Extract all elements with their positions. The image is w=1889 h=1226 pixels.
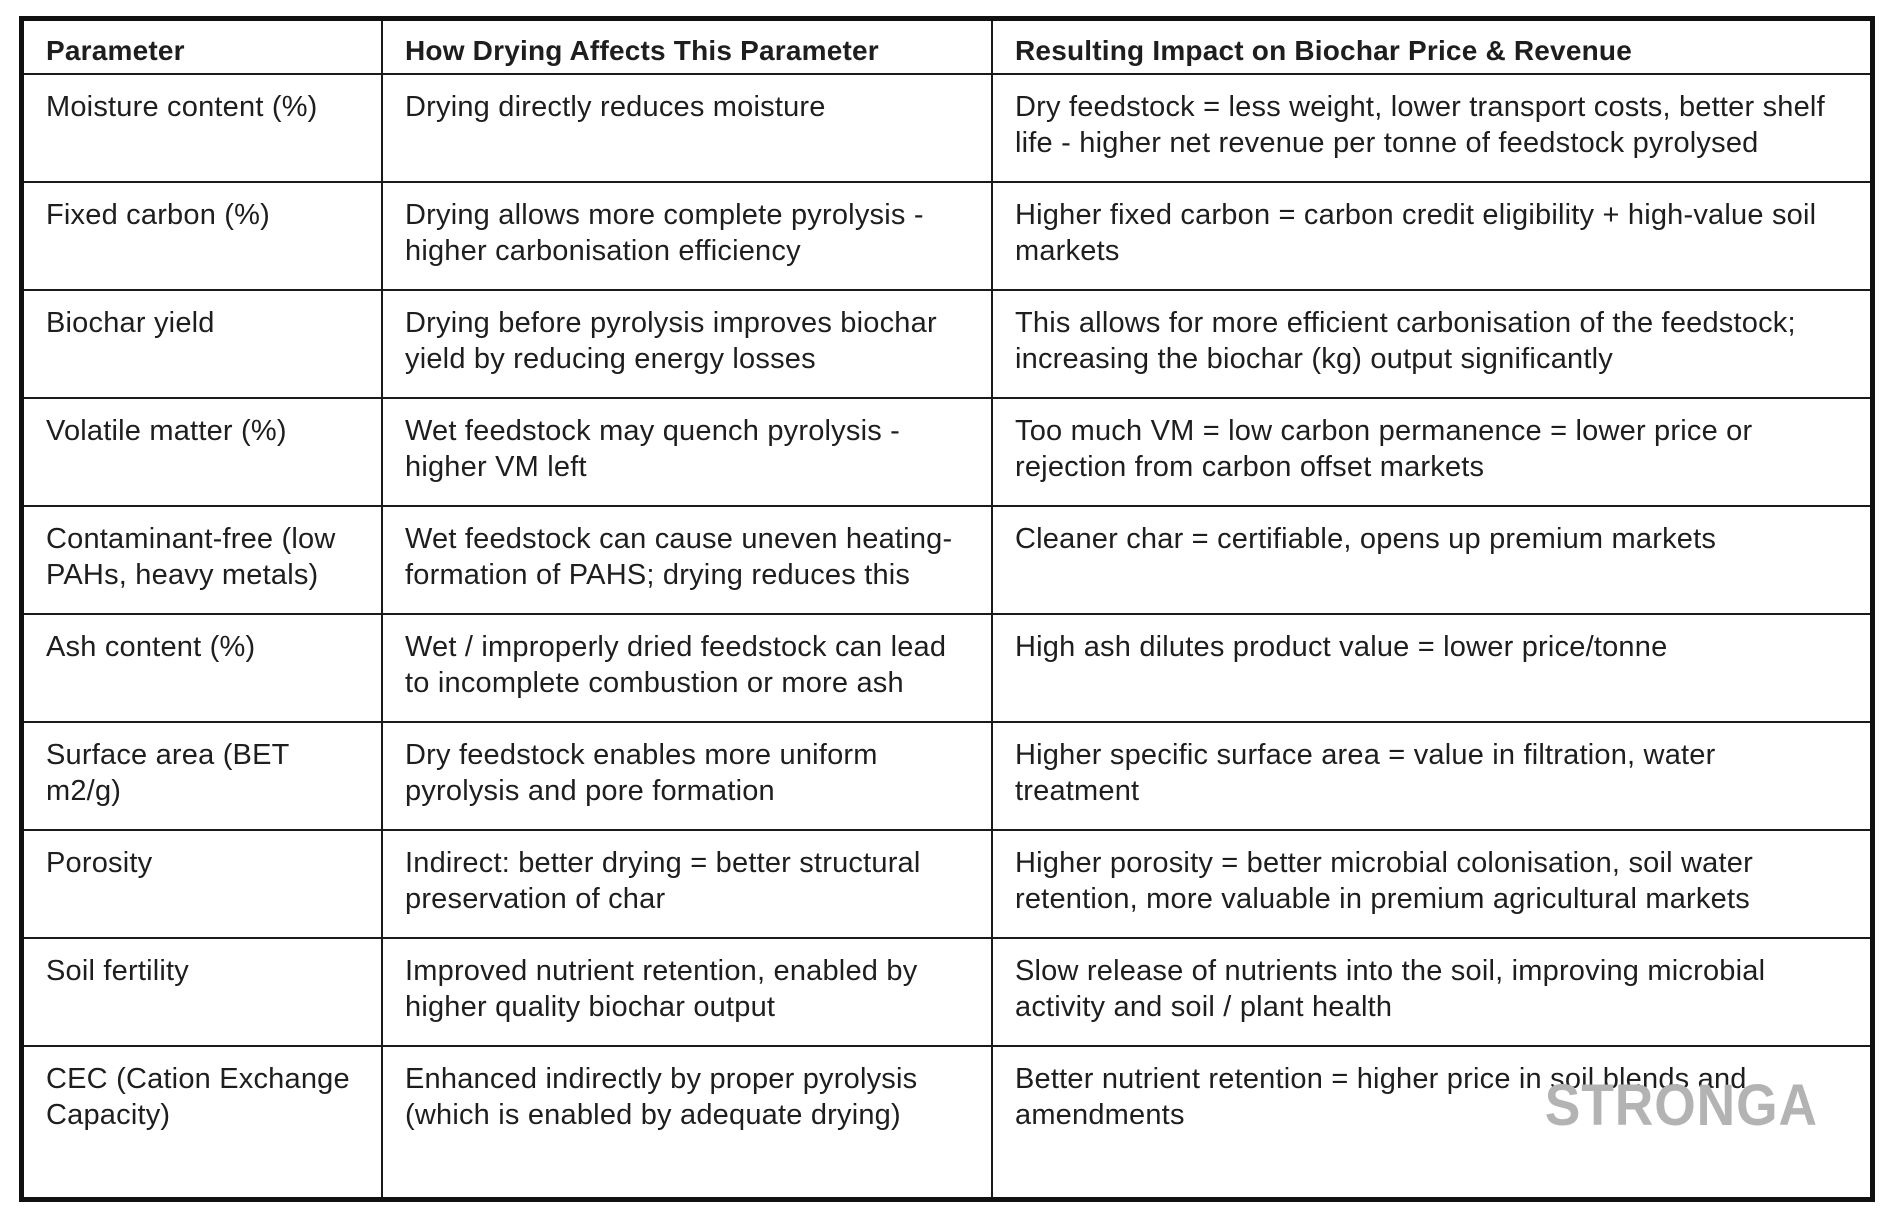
cell-parameter: Moisture content (%) — [24, 74, 382, 182]
table-row — [24, 182, 1870, 290]
table-row — [24, 830, 1870, 938]
biochar-drying-table — [24, 21, 1870, 1197]
cell-drying-effect: Drying before pyrolysis improves biochar yield by reducing energy losses — [382, 290, 992, 398]
cell-drying-effect: Dry feedstock enables more uniform pyrolysis and pore formation — [382, 722, 992, 830]
table-row — [24, 398, 1870, 506]
cell-drying-effect: Improved nutrient retention, enabled by higher quality biochar output — [382, 938, 992, 1046]
table-row — [24, 74, 1870, 182]
table-row — [24, 290, 1870, 398]
cell-price-impact: Higher porosity = better microbial colonisation, soil water retention, more valuable in premium agricultural markets — [992, 830, 1870, 938]
table-row — [24, 614, 1870, 722]
cell-drying-effect: Drying directly reduces moisture — [382, 74, 992, 182]
cell-parameter: Biochar yield — [24, 290, 382, 398]
cell-drying-effect: Enhanced indirectly by proper pyrolysis (which is enabled by adequate drying) — [382, 1046, 992, 1197]
cell-price-impact: Higher fixed carbon = carbon credit eligibility + high-value soil markets — [992, 182, 1870, 290]
cell-drying-effect: Wet / improperly dried feedstock can lead to incomplete combustion or more ash — [382, 614, 992, 722]
cell-parameter: Surface area (BET m2/g) — [24, 722, 382, 830]
header-row — [24, 21, 1870, 74]
cell-parameter: Ash content (%) — [24, 614, 382, 722]
cell-parameter: Porosity — [24, 830, 382, 938]
cell-price-impact: Slow release of nutrients into the soil, improving microbial activity and soil / plant health — [992, 938, 1870, 1046]
table-row — [24, 722, 1870, 830]
cell-parameter: Contaminant-free (low PAHs, heavy metals) — [24, 506, 382, 614]
cell-price-impact: Too much VM = low carbon permanence = lower price or rejection from carbon offset markets — [992, 398, 1870, 506]
cell-price-impact: Dry feedstock = less weight, lower transport costs, better shelf life - higher net revenue per tonne of feedstock pyrolysed — [992, 74, 1870, 182]
cell-price-impact: This allows for more efficient carbonisation of the feedstock; increasing the biochar (kg) output significantly — [992, 290, 1870, 398]
header-drying-effect: How Drying Affects This Parameter — [382, 21, 992, 74]
cell-price-impact: Higher specific surface area = value in filtration, water treatment — [992, 722, 1870, 830]
cell-drying-effect: Indirect: better drying = better structural preservation of char — [382, 830, 992, 938]
cell-parameter: Soil fertility — [24, 938, 382, 1046]
stronga-watermark-logo: STRONGA — [1544, 1073, 1818, 1138]
cell-parameter: Fixed carbon (%) — [24, 182, 382, 290]
header-price-impact: Resulting Impact on Biochar Price & Revenue — [992, 21, 1870, 74]
cell-parameter: CEC (Cation Exchange Capacity) — [24, 1046, 382, 1197]
cell-drying-effect: Wet feedstock can cause uneven heating-formation of PAHS; drying reduces this — [382, 506, 992, 614]
comparison-table-frame — [19, 16, 1875, 1202]
cell-drying-effect: Drying allows more complete pyrolysis - higher carbonisation efficiency — [382, 182, 992, 290]
cell-price-impact: Cleaner char = certifiable, opens up premium markets — [992, 506, 1870, 614]
header-parameter: Parameter — [24, 21, 382, 74]
table-row — [24, 938, 1870, 1046]
cell-price-impact: High ash dilutes product value = lower price/tonne — [992, 614, 1870, 722]
cell-parameter: Volatile matter (%) — [24, 398, 382, 506]
cell-price-impact: Better nutrient retention = higher price in soil blends and amendments — [992, 1046, 1870, 1197]
table-row — [24, 506, 1870, 614]
cell-drying-effect: Wet feedstock may quench pyrolysis - higher VM left — [382, 398, 992, 506]
